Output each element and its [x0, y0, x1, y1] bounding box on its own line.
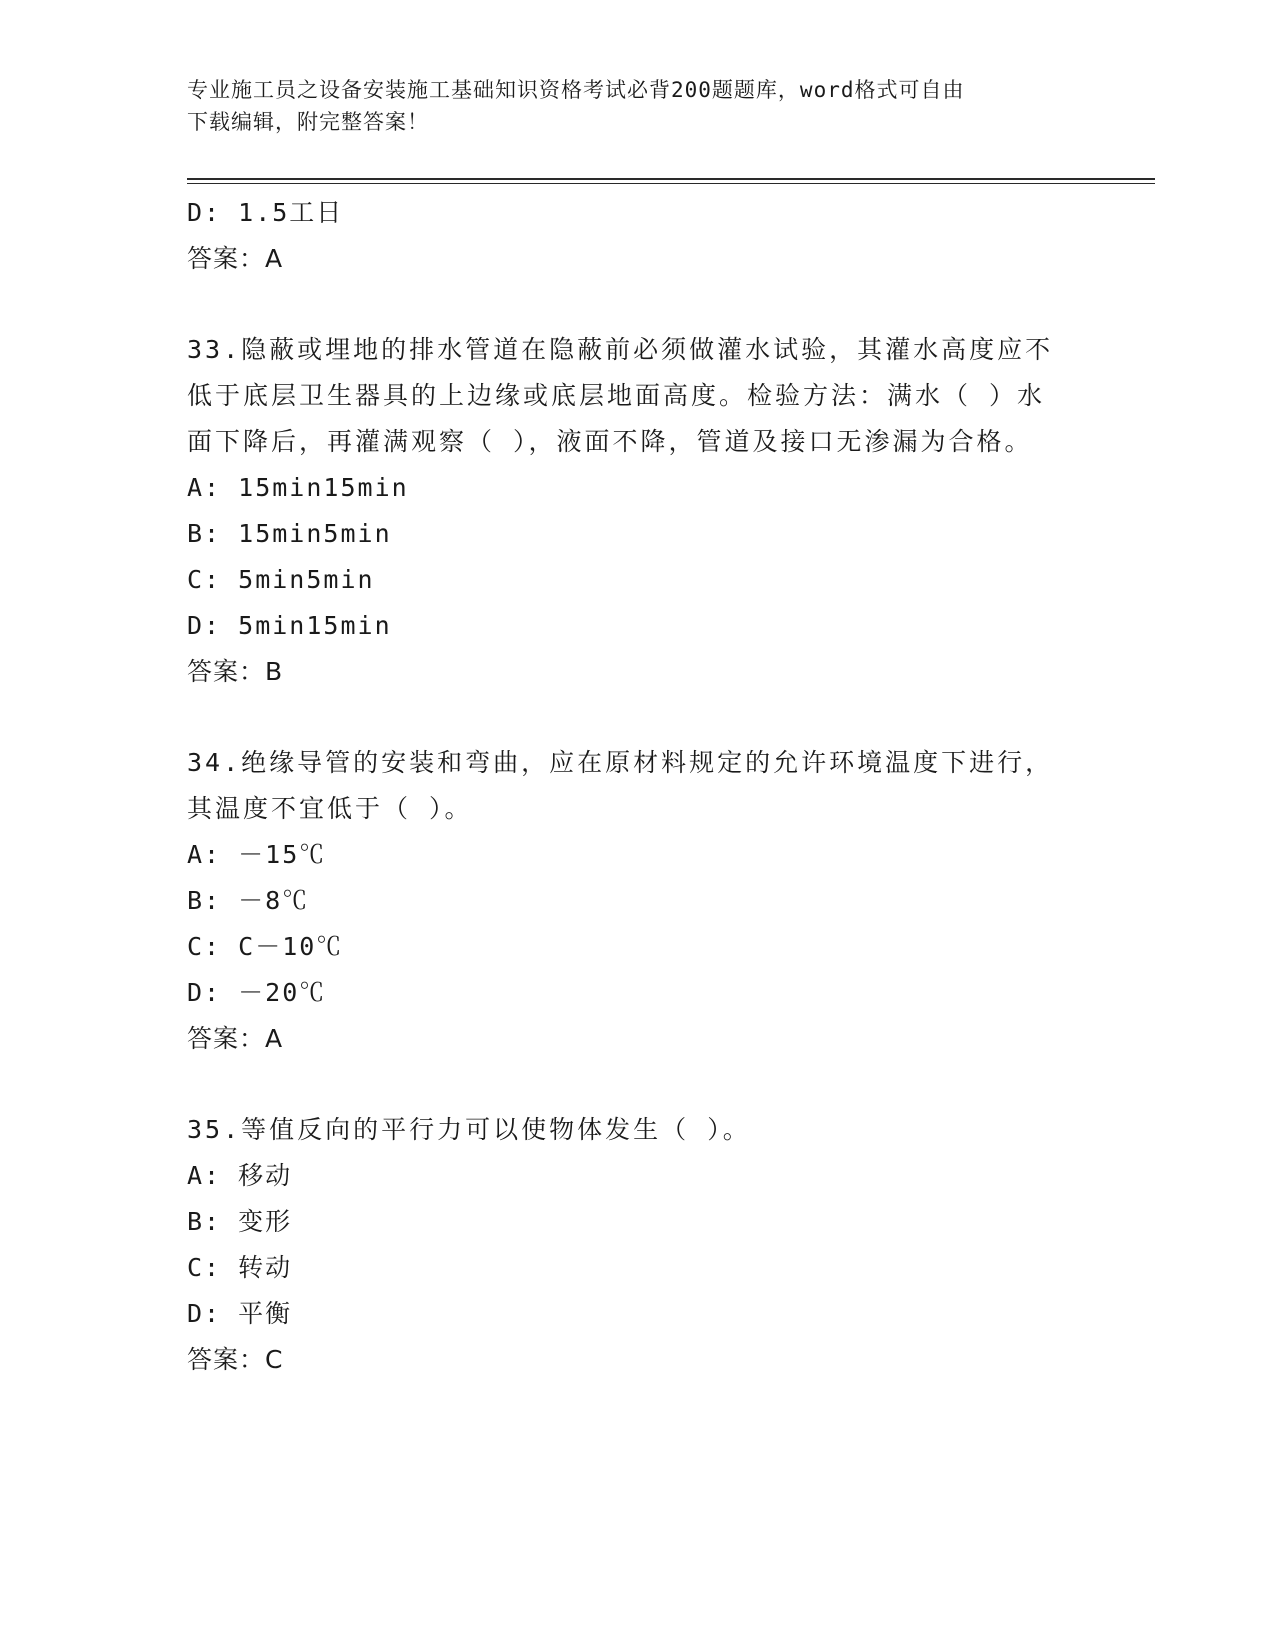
- answer-line: 答案：C: [187, 1345, 284, 1374]
- question-text-line: 低于底层卫生器具的上边缘或底层地面高度。检验方法：满水（ ）水: [187, 381, 1046, 410]
- option-a: A: －15℃: [187, 840, 327, 869]
- question-text-line: 35.等值反向的平行力可以使物体发生（ ）。: [187, 1115, 751, 1144]
- page-header: [187, 74, 1067, 138]
- option-b: B: 15min5min: [187, 519, 392, 548]
- question-prev: [187, 190, 1087, 282]
- option-c: C: 转动: [187, 1253, 293, 1282]
- answer-line: 答案：A: [187, 244, 284, 273]
- answer-line: 答案：B: [187, 657, 284, 686]
- header-divider-thick: [187, 178, 1155, 180]
- question-35: [187, 1107, 1087, 1383]
- option-a: A: 移动: [187, 1161, 293, 1190]
- option-b: B: 变形: [187, 1207, 293, 1236]
- answer-line: 答案：A: [187, 1024, 284, 1053]
- question-34: [187, 740, 1087, 1062]
- question-text-line: 面下降后，再灌满观察（ ），液面不降，管道及接口无渗漏为合格。: [187, 427, 1033, 456]
- option-a: A: 15min15min: [187, 473, 409, 502]
- option-c: C: C－10℃: [187, 932, 344, 961]
- option-b: B: －8℃: [187, 886, 310, 915]
- option-c: C: 5min5min: [187, 565, 375, 594]
- question-text-line: 33.隐蔽或埋地的排水管道在隐蔽前必须做灌水试验，其灌水高度应不: [187, 335, 1054, 364]
- question-text-line: 其温度不宜低于（ ）。: [187, 794, 473, 823]
- option-d: D: －20℃: [187, 978, 327, 1007]
- question-text-line: 34.绝缘导管的安装和弯曲，应在原材料规定的允许环境温度下进行，: [187, 748, 1054, 777]
- document-body: [187, 190, 1087, 1383]
- question-33: [187, 327, 1087, 695]
- header-line-1: 专业施工员之设备安装施工基础知识资格考试必背200题题库，word格式可自由: [187, 78, 965, 102]
- header-divider-thin: [187, 183, 1155, 184]
- option-d: D: 5min15min: [187, 611, 392, 640]
- option-d: D: 1.5工日: [187, 198, 344, 227]
- header-line-2: 下载编辑，附完整答案！: [187, 110, 429, 134]
- option-d: D: 平衡: [187, 1299, 293, 1328]
